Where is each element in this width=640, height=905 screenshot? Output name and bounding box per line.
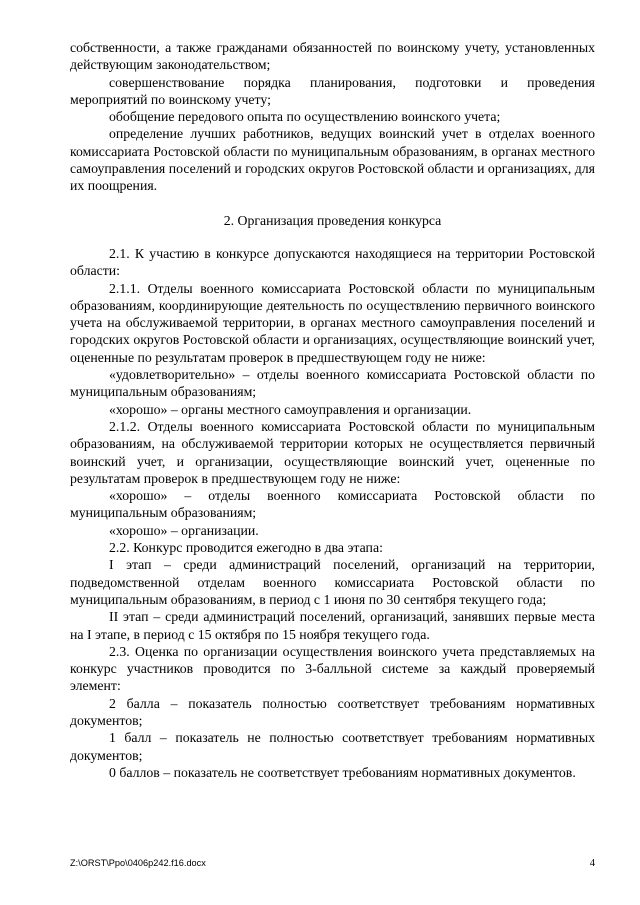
paragraph: 1 балл – показатель не полностью соответствует требованиям нормативных документов; bbox=[70, 730, 595, 763]
file-path: Z:\ORST\Ppo\0406p242.f16.docx bbox=[70, 858, 206, 868]
paragraph: «удовлетворительно» – отделы военного комиссариата Ростовской области по муниципальным образованиям; bbox=[70, 367, 595, 400]
paragraph: «хорошо» – отделы военного комиссариата Ростовской области по муниципальным образованиям; bbox=[70, 488, 595, 521]
paragraph: «хорошо» – органы местного самоуправления и организации. bbox=[109, 401, 472, 417]
paragraphs-top bbox=[70, 39, 595, 195]
paragraph: обобщение передового опыта по осуществлению воинского учета; bbox=[109, 109, 501, 125]
paragraph: 2.2. Конкурс проводится ежегодно в два этапа: bbox=[109, 540, 383, 556]
paragraph: 2.1. К участию в конкурсе допускаются находящиеся на территории Ростовской области: bbox=[70, 245, 595, 279]
page-number: 4 bbox=[589, 858, 595, 869]
paragraph: 2.1.2. Отделы военного комиссариата Ростовской области по муниципальным образованиям, на обслуживаемой территории которых не осуществляется первичный воинский учет, и организации, осуществляющие воинский учет, оцененные по результатам проверок в предшествующем году не ниже: bbox=[70, 418, 595, 486]
paragraph: «хорошо» – организации. bbox=[109, 522, 259, 538]
paragraph: I этап – среди администраций поселений, организаций на территории, подведомственной отделам военного комиссариата Ростовской области по муниципальным образованиям, в период с 1 июня по 30 сентября текущего года; bbox=[70, 557, 595, 607]
paragraph: II этап – среди администраций поселений, организаций, занявших первые места на I этапе, в период с 15 октября по 15 ноября текущего года. bbox=[70, 609, 595, 642]
section-heading: 2. Организация проведения конкурса bbox=[223, 212, 442, 228]
paragraph: совершенствование порядка планирования, подготовки и проведения мероприятий по воинскому учету; bbox=[70, 74, 595, 107]
paragraph: собственности, а также гражданами обязанностей по воинскому учету, установленных действующим законодательством; bbox=[70, 40, 595, 73]
paragraph: 2.3. Оценка по организации осуществления воинского учета представляемых на конкурс участников проводится по 3-балльной системе за каждый проверяемый элемент: bbox=[70, 643, 595, 694]
paragraph: 2 балла – показатель полностью соответствует требованиям нормативных документов; bbox=[70, 695, 595, 728]
paragraphs-bottom bbox=[70, 245, 595, 781]
paragraph: 2.1.1. Отделы военного комиссариата Ростовской области по муниципальным образованиям, координирующие деятельность по осуществлению первичного воинского учета на обслуживаемой территории, в органах местного самоуправления поселений и городских округов Ростовской области и организациях, осуществляющие воинский учет, оцененные по результатам проверок в предшествующем году не ниже: bbox=[70, 280, 595, 365]
paragraph: 0 баллов – показатель не соответствует требованиям нормативных документов. bbox=[109, 764, 576, 780]
document-page bbox=[70, 39, 595, 781]
paragraph: определение лучших работников, ведущих воинский учет в отделах военного комиссариата Ростовской области по муниципальным образованиям, в органах местного самоуправления поселений и городских округов Ростовской области и организациях, для их поощрения. bbox=[70, 126, 596, 194]
